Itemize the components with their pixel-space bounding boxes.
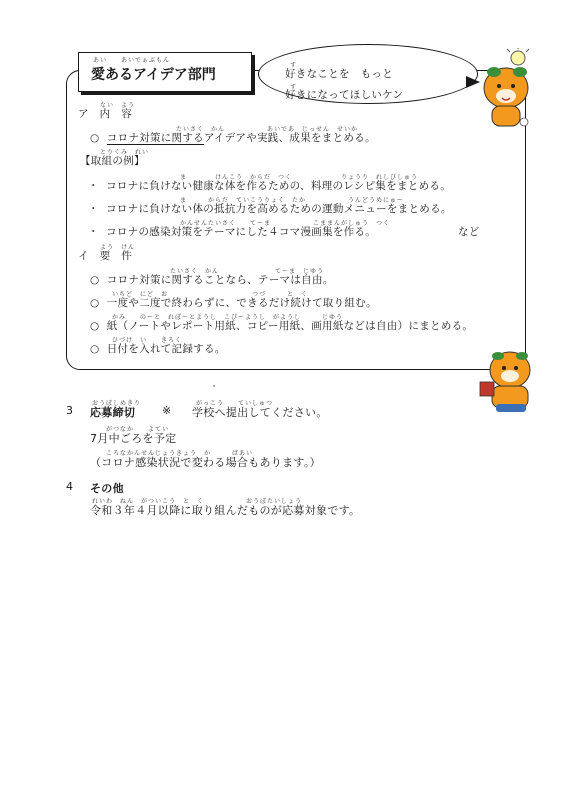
section-3-title: 応募締切 [90,406,136,419]
section-3-note: 学校へ提出してください。 [192,406,328,419]
requirement-2-text: 一度や二度で終わらずに、できるだけ続けて取り組む。 [106,297,377,309]
mascot-bottom-icon [470,348,542,414]
section-3-note-ruby: がっこう ていしゅつ [196,400,274,407]
section-b-heading-ruby: よう けん [100,244,136,251]
section-3-paren-ruby: ころなかんせんじょうきょう か ばあい [106,450,254,457]
title-ruby: あい あいでぁぶもん [93,57,171,64]
bubble-line1: 好きなことを もっと [285,68,393,80]
requirement-2: ○ 一度や二度で終わらずに、できるだけ続けて取り組む。 [90,297,377,309]
section-a-item-underlined: コロナ対策に関する [106,132,204,144]
section-3-paren: （コロナ感染状況で変わる場合もあります。） [90,456,321,469]
requirement-1-ruby: たいさく かん てーま じゆう [170,268,325,275]
requirement-3-text: 紙（ノートやレポート用紙、コピー用紙、画用紙などは自由）にまとめる。 [106,320,474,332]
section-a-item-rest: アイデアや実践、成果をまとめる。 [203,132,376,144]
section-4-number: 4 [66,480,74,493]
section-3-number: 3 [66,404,74,417]
example-3-suffix: など [458,226,480,238]
example-1-ruby: ま けんこう からだ つく りょうり れしぴしゅう [180,174,419,181]
example-1: ・ コロナに負けない健康な体を作るための、料理のレシピ集をまとめる。 [88,180,451,192]
page-title: 愛あるアイデア部門 [91,67,216,83]
requirement-4: ○ 日付を入れて記録する。 [90,343,226,355]
section-3-title-ruby: おうぼしめきり [92,400,142,407]
mascot-top-icon [476,48,540,132]
requirement-4-text: 日付を入れて記録する。 [106,343,226,355]
bubble-line1-ruby: す [290,62,298,69]
example-2: ・ コロナに負けない体の抵抗力を高めるための運動メニューをまとめる。 [88,203,452,215]
bubble-line2: 好きになってほしいケン [285,89,404,101]
section-4-title: その他 [90,482,124,495]
section-4-text-ruby: れいわ ねん がついこう と く おうぼたいしょう [92,498,303,505]
section-a-item: ○ コロナ対策に関するアイデアや実践、成果をまとめる。 [90,132,376,144]
section-3-date: 7月中ごろを予定 [90,432,177,445]
section-4-text: 令和３年４月以降に取り組んだものが応募対象です。 [90,504,361,517]
section-b-heading: イ 要 件 [78,250,132,262]
examples-heading-ruby: とりくみ れい [100,149,150,156]
requirement-3-ruby: かみ のーと れぽーとようし こぴーようし がようし じゆう [112,314,344,321]
requirement-3: ○ 紙（ノートやレポート用紙、コピー用紙、画用紙などは自由）にまとめる。 [90,320,474,332]
requirement-1: ○ コロナ対策に関することなら、テーマは自由。 [90,274,334,286]
example-2-text: コロナに負けない体の抵抗力を高めるための運動メニューをまとめる。 [106,203,452,215]
example-1-text: コロナに負けない健康な体を作るための、料理のレシピ集をまとめる。 [106,180,451,192]
section-3-mark: ※ [162,404,172,417]
examples-heading: 【取組の例】 [80,155,145,167]
section-a-item-ruby: たいさく かん あいであ じっせん せいか [176,126,359,133]
example-3: ・ コロナの感染対策をテーマにした４コマ漫画集を作る。 [88,226,377,238]
requirement-2-ruby: いちど にど お つづ と く [112,291,309,298]
example-3-text: コロナの感染対策をテーマにした４コマ漫画集を作る。 [106,226,377,238]
section-a-heading: ア 内 容 [78,108,132,120]
section-3-date-ruby: がつなか よてい [106,426,170,433]
requirement-4-ruby: ひづけ い きろく [112,337,183,344]
example-3-ruby: かんせんたいさく てーま こままんがしゅう つく [180,220,391,227]
requirement-1-text: コロナ対策に関することなら、テーマは自由。 [106,274,334,286]
title-box [78,52,252,92]
stray-dot [213,385,215,387]
bubble-line2-ruby: す [290,84,298,91]
section-a-heading-ruby: ない よう [100,102,136,109]
example-2-ruby: ま からだ ていこうりょく たか うんどうめにゅー [180,197,404,204]
